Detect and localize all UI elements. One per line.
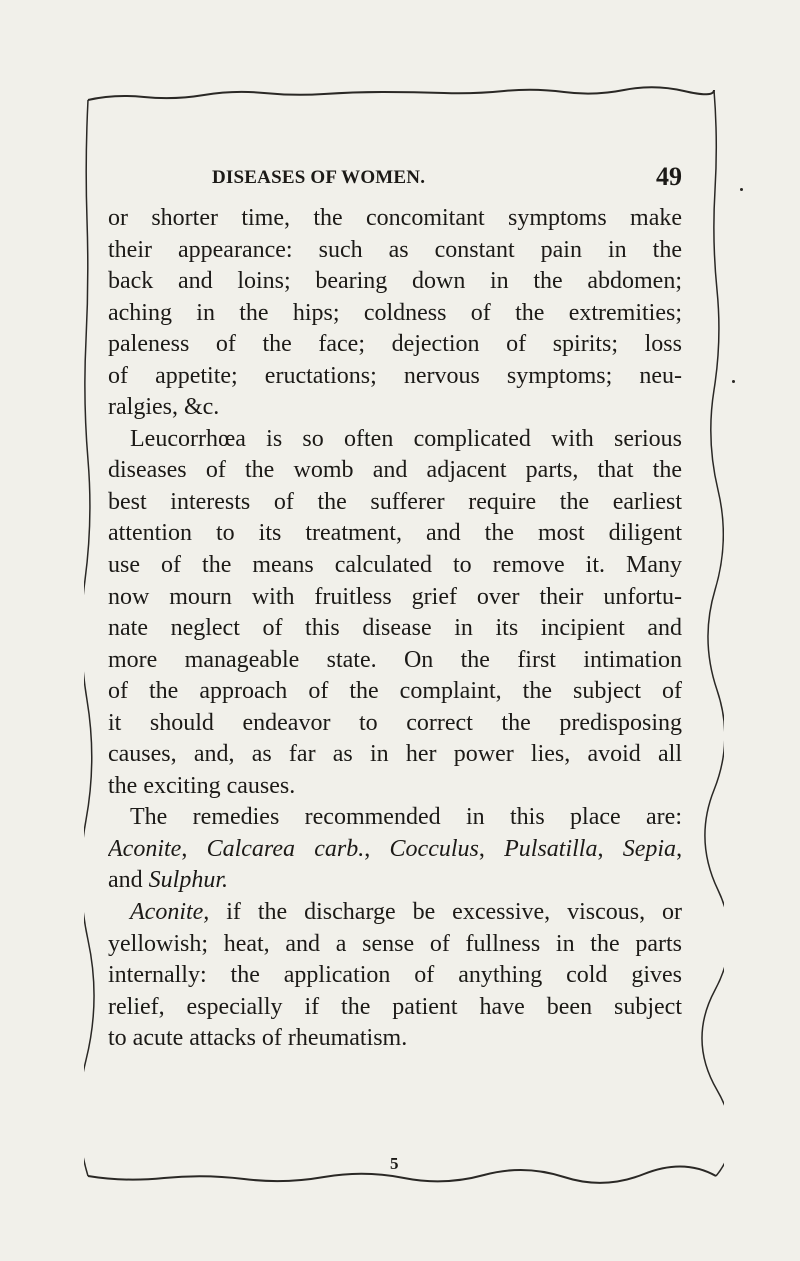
paragraph-2-line: more manageable state. On the first intimation	[108, 646, 682, 673]
signature-mark: 5	[390, 1154, 399, 1173]
paragraph-1-line: paleness of the face; dejection of spirits; loss	[108, 331, 682, 358]
paragraph-2-line: nate neglect of this disease in its incipient and	[108, 615, 682, 642]
paragraph-4-line	[108, 897, 682, 929]
remedy-name: Calcarea carb.	[206, 835, 365, 862]
paragraph-2-line: causes, and, as far as in her power lies, avoid all	[108, 741, 682, 768]
paragraph-2-line: use of the means calculated to remove it. Many	[108, 552, 682, 579]
remedies-line: Aconite, Calcarea carb., Cocculus, Pulsatilla, Sepia,	[108, 835, 682, 862]
remedy-name: Cocculus	[389, 835, 479, 862]
page-number: 49	[656, 162, 682, 191]
running-head: DISEASES OF WOMEN.	[212, 167, 426, 188]
body-text	[108, 203, 682, 1055]
speck-1	[740, 188, 743, 191]
paragraph-1-line: their appearance: such as constant pain in the	[108, 236, 682, 263]
paragraph-1-line: of appetite; eructations; nervous symptoms; neu-	[108, 362, 682, 389]
paragraph-4-line: to acute attacks of rheumatism.	[108, 1025, 408, 1052]
remedy-name: Aconite,	[130, 899, 210, 926]
paragraph-2-line: Leucorrhœa is so often complicated with serious	[130, 425, 682, 452]
remedy-name: Sepia	[622, 835, 677, 862]
paragraph-4-first-line-text: if the discharge be excessive, viscous, or	[226, 899, 682, 926]
remedies-line-end	[108, 865, 682, 897]
remedy-name: Sulphur.	[148, 867, 229, 894]
speck-2	[732, 380, 735, 383]
paragraph-4-line: yellowish; heat, and a sense of fullness in the parts	[108, 930, 682, 957]
paragraph-1-line: ralgies, &c.	[108, 394, 220, 421]
remedy-name: Pulsatilla	[504, 835, 598, 862]
conjunction: and	[108, 867, 143, 894]
page-header	[212, 162, 682, 197]
paragraph-2-line: best interests of the sufferer require the earliest	[108, 488, 682, 515]
paragraph-2-line: now mourn with fruitless grief over their unfortu-	[108, 583, 682, 610]
paragraph-1-line: aching in the hips; coldness of the extremities;	[108, 299, 682, 326]
paragraph-2-line: diseases of the womb and adjacent parts, that the	[108, 457, 682, 484]
paragraph-2-line: it should endeavor to correct the predisposing	[108, 709, 682, 736]
paragraph-2-line: the exciting causes.	[108, 772, 296, 799]
remedy-name: Aconite	[108, 835, 182, 862]
paragraph-3-line: The remedies recommended in this place are:	[130, 804, 682, 831]
paragraph-4-line: internally: the application of anything cold gives	[108, 962, 682, 989]
paragraph-4-line: relief, especially if the patient have been subject	[108, 993, 682, 1020]
paragraph-1-line: or shorter time, the concomitant symptoms make	[108, 205, 682, 231]
paragraph-2-line: attention to its treatment, and the most diligent	[108, 520, 682, 547]
paragraph-2-line: of the approach of the complaint, the subject of	[108, 678, 682, 705]
paragraph-1-line: back and loins; bearing down in the abdomen;	[108, 268, 682, 295]
